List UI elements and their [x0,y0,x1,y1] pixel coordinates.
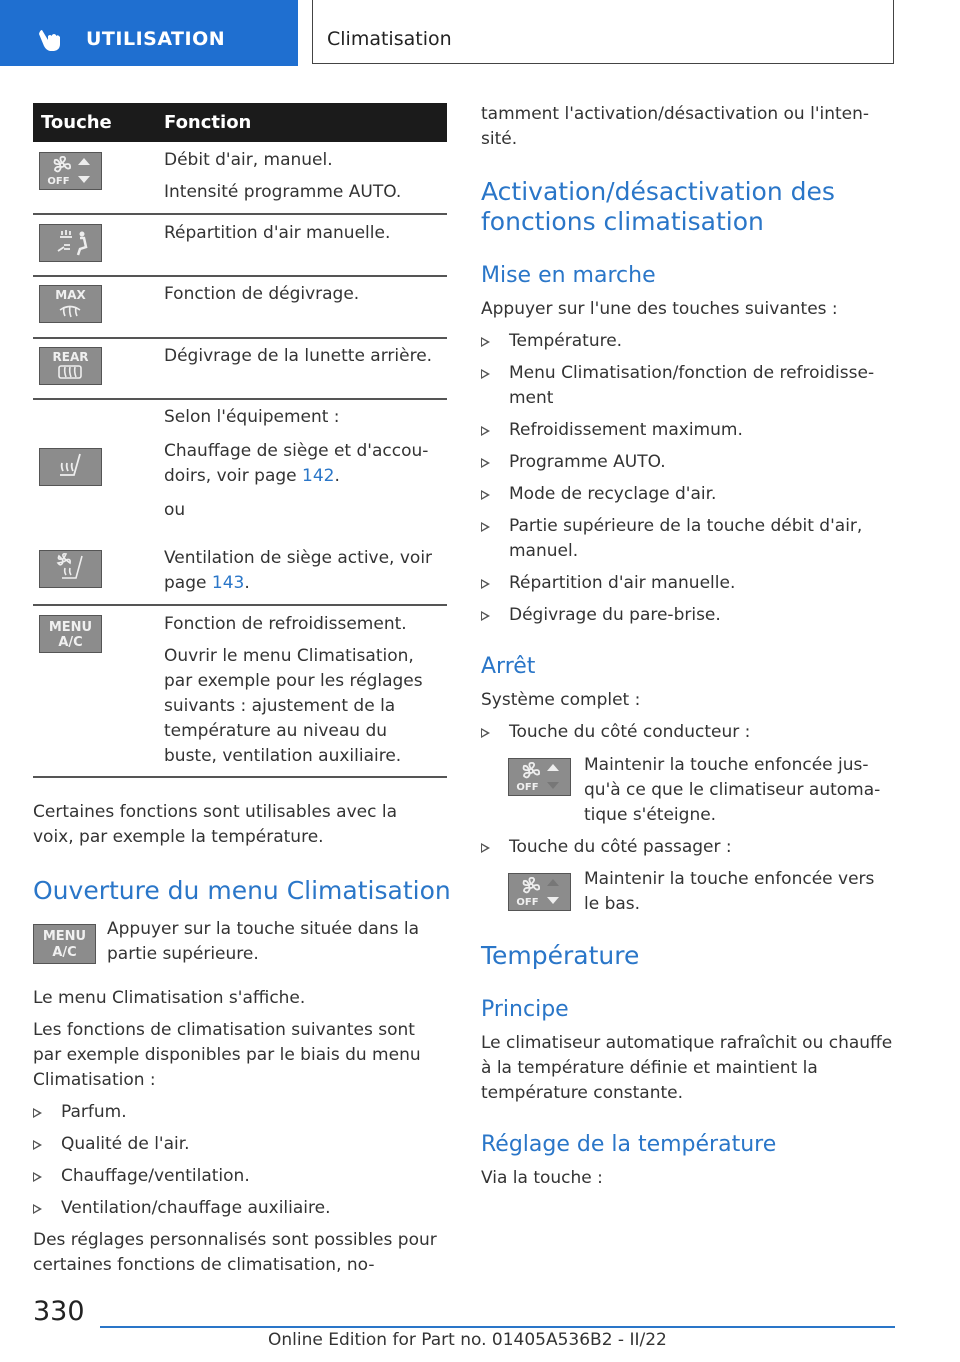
seat-ventilation-icon [40,551,100,586]
seat-ventilation-key [39,550,102,588]
principle-text: Le climatiseur automatique rafraîchit ou chauffe à la température définie et maintient la température constante. [481,1033,893,1103]
menu-functions-intro: Les fonctions de climatisation suivantes sont par exemple disponibles par le biais du menu Climatisation : [33,1020,421,1090]
driver-text: Maintenir la touche enfoncée jus-qu'à ce que le climatiseur automa-tique s'éteigne. [584,755,881,825]
bullet-arrow-icon [481,490,490,500]
menu-ac-key-inline [33,924,96,964]
list-item-text: Refroidissement maximum. [509,420,743,440]
list-item-text: Partie supérieure de la touche débit d'air, manuel. [509,516,863,561]
list-item-text: Mode de recyclage d'air. [509,484,717,504]
page-number: 330 [33,1296,85,1327]
bullet-arrow-icon [481,426,490,436]
off-label: OFF [516,897,539,908]
bullet-arrow-icon [33,1172,42,1182]
list-item-text: Menu Climatisation/fonction de refroidisse-ment [509,363,875,408]
personal-settings-text: Des réglages personnalisés sont possibles pour certaines fonctions de climatisation, no- [33,1230,437,1275]
ac-label: A/C [58,635,83,650]
bullet-arrow-icon [481,843,490,853]
row-divider [33,776,447,778]
row-divider [33,213,447,215]
bullet-arrow-icon [481,458,490,468]
bullet-arrow-icon [481,337,490,347]
list-item-text: Température. [509,331,623,351]
max-defrost-key [39,285,102,323]
principle-heading: Principe [481,997,569,1022]
fan-off-key [39,152,102,190]
page-link-143[interactable]: 143 [211,573,245,593]
menu-label: MENU [48,620,93,635]
footer-edition: Online Edition for Part no. 01405A536B2 - II/22 [268,1330,667,1350]
cell-text: Ventilation de siège active, voir page 143. [164,548,433,593]
menu-ac-key [39,615,102,653]
setting-heading: Réglage de la température [481,1132,777,1157]
fan-off-key-driver [508,758,571,796]
list-item-text: Ventilation/chauffage auxiliaire. [61,1198,331,1218]
page-link-142[interactable]: 142 [302,466,335,486]
hand-pointer-icon [36,24,66,54]
header-section-tab[interactable] [0,0,298,66]
cell-text: Selon l'équipement : [164,407,340,427]
table-row-cooling [164,612,444,776]
start-intro: Appuyer sur l'une des touches suivantes : [481,299,838,319]
cell-text-part: Ventilation de siège active, voir page [164,548,433,593]
list-item-text: Parfum. [61,1102,127,1122]
section-title: UTILISATION [86,28,226,50]
menu-shown-text: Le menu Climatisation s'affiche. [33,988,306,1008]
row-divider [33,604,447,606]
seat-heating-icon [40,449,100,484]
defrost-icon [40,286,100,321]
start-heading: Mise en marche [481,263,656,288]
cell-text: Fonction de dégivrage. [164,284,360,304]
continued-text: tamment l'activation/désactivation ou l'inten-sité. [481,104,870,149]
list-item-text: Programme AUTO. [509,452,666,472]
chapter-title: Climatisation [327,28,452,50]
bullet-arrow-icon [481,728,490,738]
table-row-distribution [164,221,444,253]
bullet-arrow-icon [481,579,490,589]
list-item-text: Répartition d'air manuelle. [509,573,736,593]
seat-heating-key [39,448,102,486]
passenger-text: Maintenir la touche enfoncée vers le bas. [584,869,875,914]
bullet-arrow-icon [481,522,490,532]
rear-label: REAR [52,350,89,364]
off-label: OFF [516,782,539,793]
off-label: OFF [47,176,70,187]
cell-text-part: Chauffage de siège et d'accou-doirs, voir page [164,441,429,486]
row-divider [33,275,447,277]
cell-text: Ouvrir le menu Climatisation, par exemple pour les réglages suivants : ajustement de la température au niveau du buste, ventilation auxiliaire. [164,646,423,766]
list-item-text: Touche du côté passager : [509,837,732,857]
footer-divider [100,1326,895,1328]
cell-text: ou [164,500,186,520]
list-item-text: Dégivrage du pare-brise. [509,605,721,625]
air-distribution-icon [40,225,100,260]
table-row-seat-heating [164,405,444,530]
menu-heading: Ouverture du menu Climatisation [33,876,451,905]
onoff-heading: Activation/désactivation des fonctions climatisation [481,177,835,236]
list-item-text: Qualité de l'air. [61,1134,190,1154]
bullet-arrow-icon [33,1204,42,1214]
cell-text: Débit d'air, manuel. [164,150,333,170]
cell-text: Chauffage de siège et d'accou-doirs, voir page 142. [164,441,429,486]
menu-key-text: Appuyer sur la touche située dans la partie supérieure. [107,919,420,964]
bullet-arrow-icon [481,369,490,379]
row-divider [33,398,447,400]
rear-window-defrost-icon [40,348,100,383]
voice-note: Certaines fonctions sont utilisables avec la voix, par exemple la température. [33,802,397,847]
list-item-text: Chauffage/ventilation. [61,1166,250,1186]
row-divider [33,337,447,339]
bullet-arrow-icon [481,611,490,621]
bullet-arrow-icon [33,1140,42,1150]
menu-label: MENU [42,929,87,944]
ac-label: A/C [52,945,77,960]
col-key-header: Touche [41,112,112,133]
table-header [33,103,447,142]
table-row-rear-defrost [164,344,444,376]
table-row-fan [164,148,444,212]
stop-intro: Système complet : [481,690,641,710]
table-row-seat-ventilation [164,546,444,603]
cell-text: Répartition d'air manuelle. [164,223,391,243]
max-label: MAX [55,288,86,302]
col-function-header: Fonction [164,112,252,133]
table-row-defrost [164,282,444,314]
cell-text: Intensité programme AUTO. [164,182,402,202]
cell-text: Fonction de refroidissement. [164,614,407,634]
cell-text: Dégivrage de la lunette arrière. [164,346,433,366]
rear-defrost-key [39,347,102,385]
bullet-arrow-icon [33,1108,42,1118]
setting-text: Via la touche : [481,1168,603,1188]
air-distribution-key [39,224,102,262]
temperature-heading: Température [481,941,640,970]
list-item-text: Touche du côté conducteur : [509,722,751,742]
stop-heading: Arrêt [481,654,536,679]
fan-off-key-passenger [508,873,571,911]
chapter-header [312,0,894,64]
